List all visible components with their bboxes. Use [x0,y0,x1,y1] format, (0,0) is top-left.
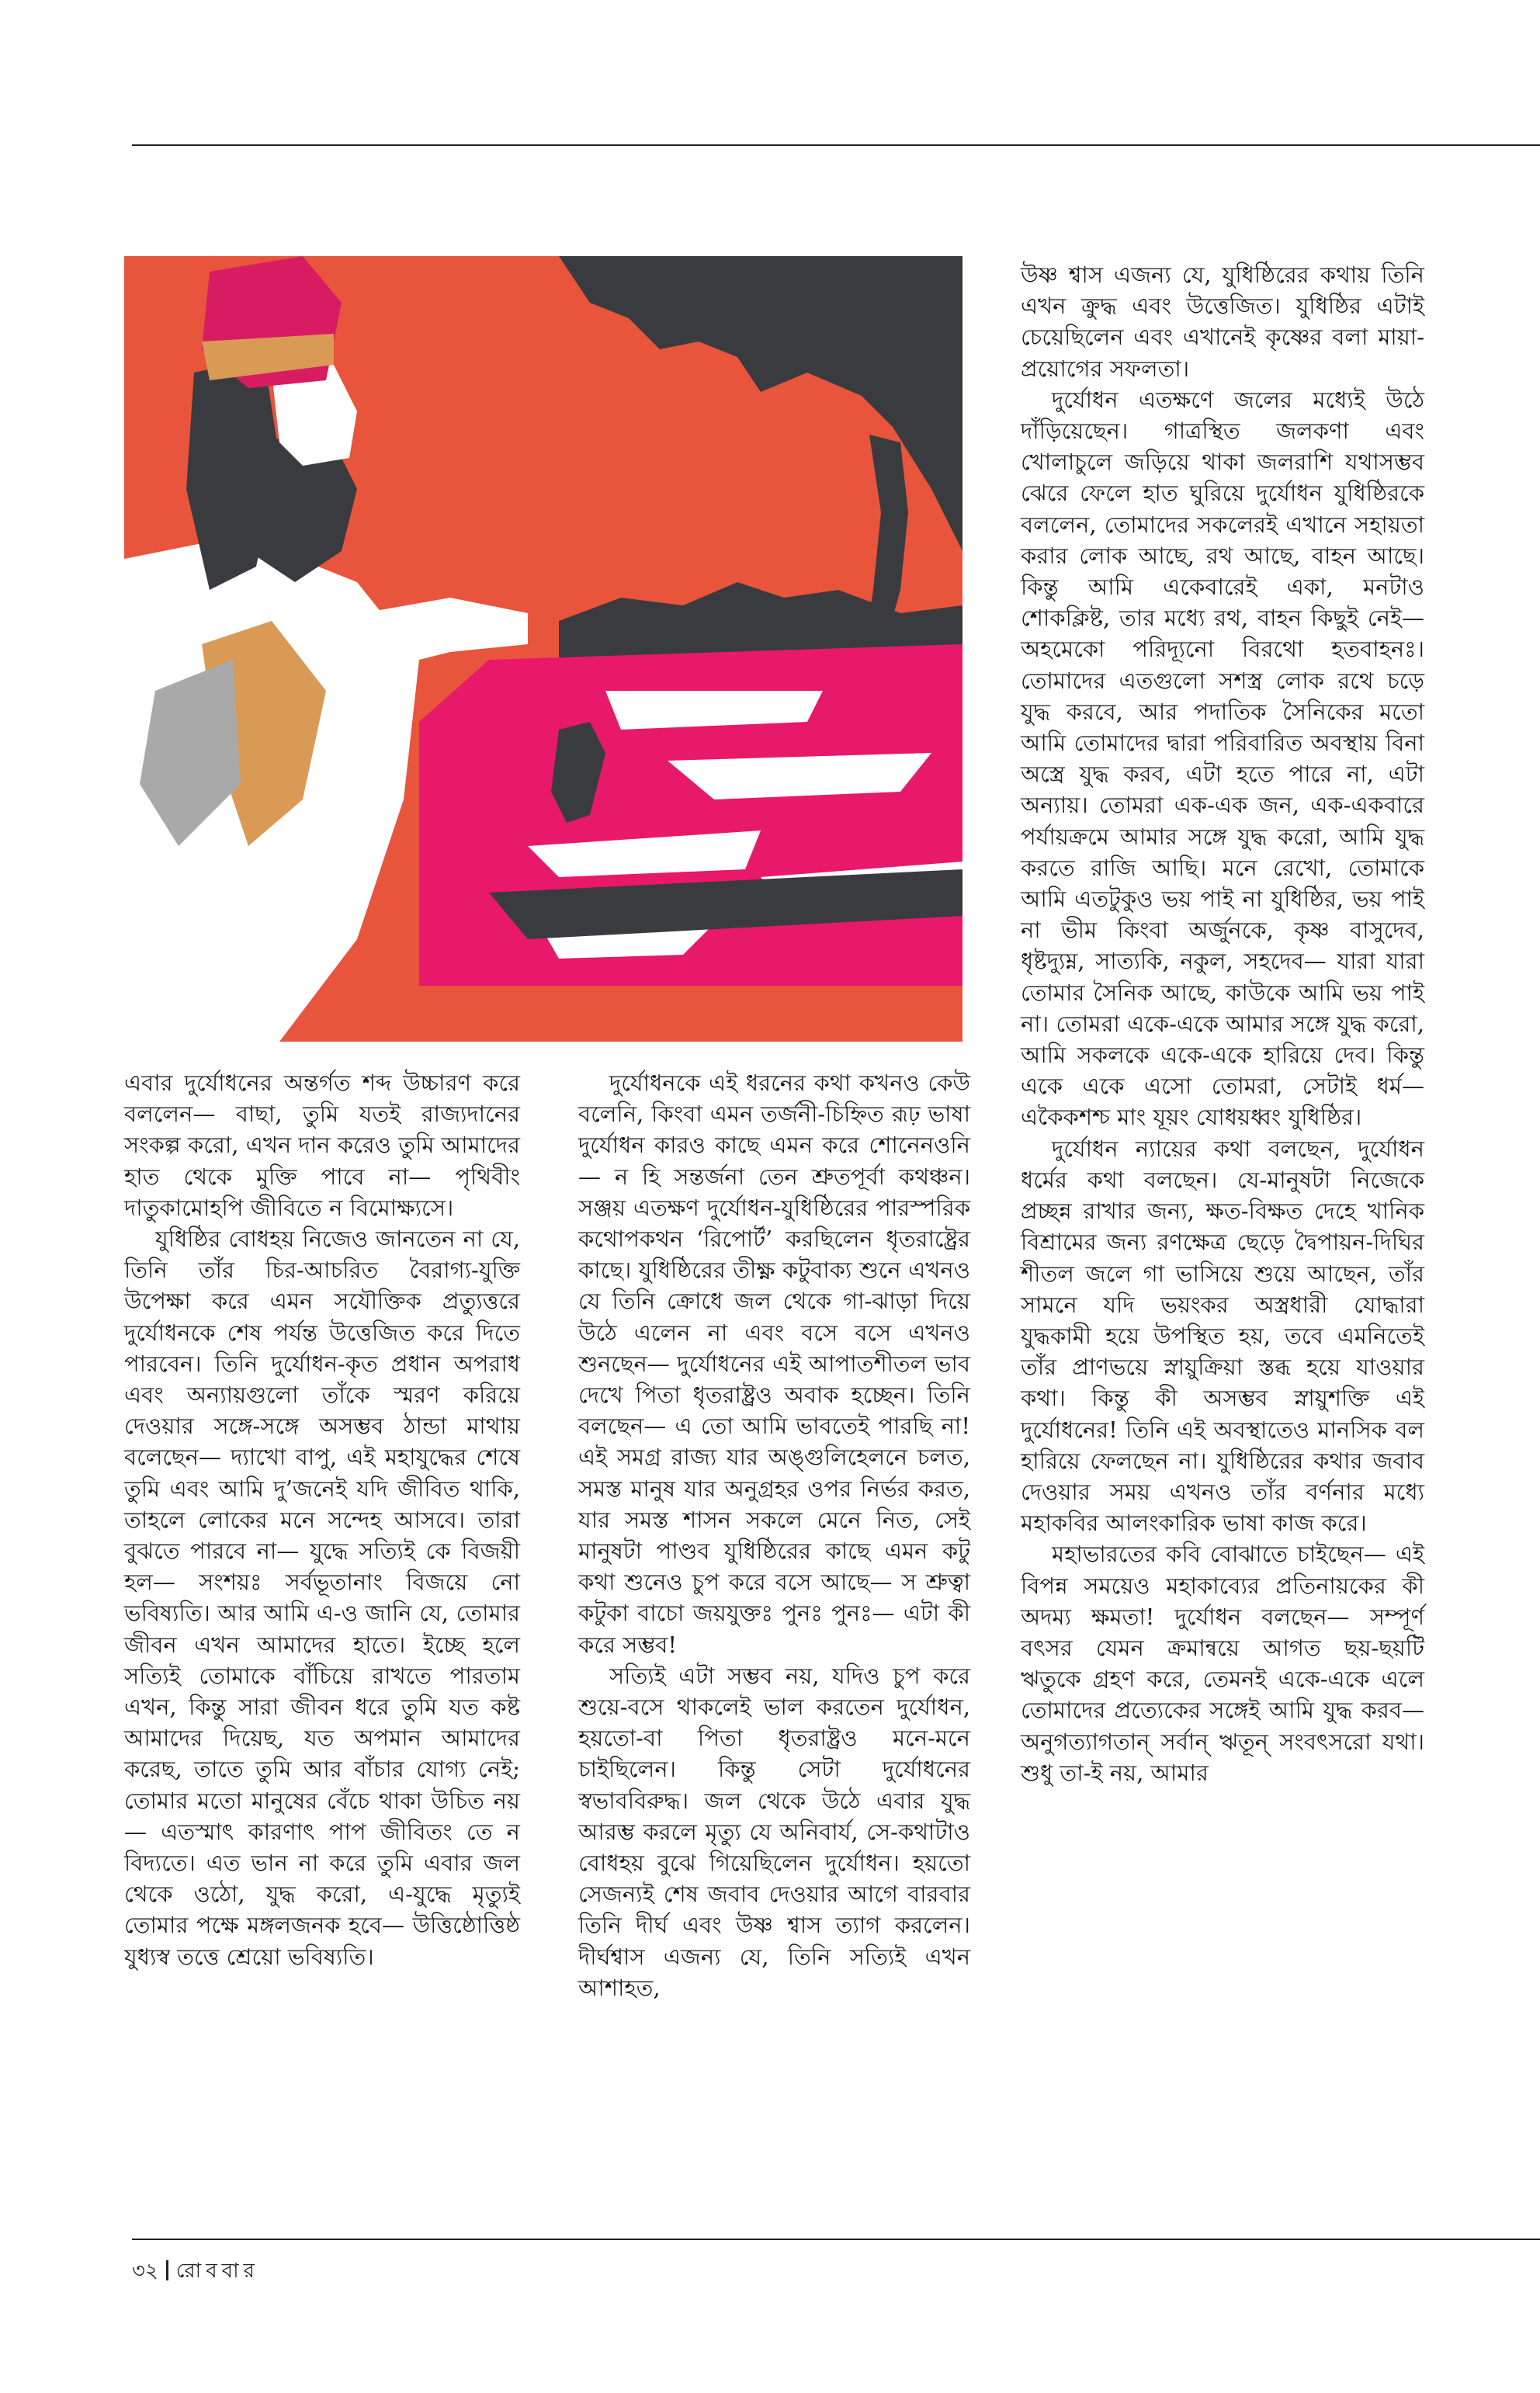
illustration-svg [124,256,962,1042]
page-number: ৩২ [132,2259,158,2283]
paragraph: সত্যিই এটা সম্ভব নয়, যদিও চুপ করে শুয়ে-বসে থাকলেই ভাল করতেন দুর্যোধন, হয়তো-বা পিতা ধৃতরাষ্ট্রও মনে-মনে চাইছিলেন। কিন্তু সেটা দুর্যোধনের স্বভাববিরুদ্ধ। জল থেকে উঠে এবার যুদ্ধ আরম্ভ করলে মৃত্যু যে অনিবার্য, সে-কথাটাও বোধহয় বুঝে গিয়েছিলেন দুর্যোধন। হয়তো সেজন্যই শেষ জবাব দেওয়ার আগে বারবার তিনি দীর্ঘ এবং উষ্ণ শ্বাস ত্যাগ করলেন। দীর্ঘশ্বাস এজন্য যে, তিনি সত্যিই এখন আশাহত, [578,1662,970,2001]
paragraph: দুর্যোধন ন্যায়ের কথা বলছেন, দুর্যোধন ধর্মের কথা বলছেন। যে-মানুষটা নিজেকে প্রচ্ছন্ন রাখার জন্য, ক্ষত-বিক্ষত দেহে খানিক বিশ্রামের জন্য রণক্ষেত্র ছেড়ে দ্বৈপায়ন-দিঘির শীতল জলে গা ভাসিয়ে শুয়ে আছেন, তাঁর সামনে যদি ভয়ংকর অস্ত্রধারী যোদ্ধারা যুদ্ধকামী হয়ে উপস্থিত হয়, তবে এমনিতেই তাঁর প্রাণভয়ে স্নায়ুক্রিয়া স্তব্ধ হয়ে যাওয়ার কথা। কিন্তু কী অসম্ভব স্নায়ুশক্তি এই দুর্যোধনের! তিনি এই অবস্থাতেও মানসিক বল হারিয়ে ফেলছেন না। যুধিষ্ঠিরের কথার জবাব দেওয়ার সময় এখনও তাঁর বর্ণনার মধ্যে মহাকবির আলংকারিক ভাষা কাজ করে। [1021,1135,1424,1537]
paragraph: এবার দুর্যোধনের অন্তর্গত শব্দ উচ্চারণ করে বললেন— বাছা, তুমি যতই রাজ্যদানের সংকল্প করো, এখন দান করেও তুমি আমাদের হাত থেকে মুক্তি পাবে না— পৃথিবীং দাতুকামোহপি জীবিতে ন বিমোক্ষ্যসে। [124,1070,520,1221]
text-column-1 [124,1067,520,1972]
paragraph: দুর্যোধন এতক্ষণে জলের মধ্যেই উঠে দাঁড়িয়েছেন। গাত্রস্থিত জলকণা এবং খোলাচুলে জড়িয়ে থাকা জলরাশি যথাসম্ভব ঝেরে ফেলে হাত ঘুরিয়ে দুর্যোধন যুধিষ্ঠিরকে বললেন, তোমাদের সকলেরই এখানে সহায়তা করার লোক আছে, রথ আছে, বাহন আছে। কিন্তু আমি একেবারেই একা, মনটাও শোকক্লিষ্ট, তার মধ্যে রথ, বাহন কিছুই নেই— অহমেকো পরিদ্যূনো বিরথো হতবাহনঃ। তোমাদের এতগুলো সশস্ত্র লোক রথে চড়ে যুদ্ধ করবে, আর পদাতিক সৈনিকের মতো আমি তোমাদের দ্বারা পরিবারিত অবস্থায় বিনা অস্ত্রে যুদ্ধ করব, এটা হতে পারে না, এটা অন্যায়। তোমরা এক-এক জন, এক-একবারে পর্যায়ক্রমে আমার সঙ্গে যুদ্ধ করো, আমি যুদ্ধ করতে রাজি আছি। মনে রেখো, তোমাকে আমি এতটুকুও ভয় পাই না যুধিষ্ঠির, ভয় পাই না ভীম কিংবা অর্জুনকে, কৃষ্ণ বাসুদেব, ধৃষ্টদ্যুম্ন, সাত্যকি, নকুল, সহদেব— যারা যারা তোমার সৈনিক আছে, কাউকে আমি ভয় পাই না। তোমরা একে-একে আমার সঙ্গে যুদ্ধ করো, আমি সকলকে একে-একে হারিয়ে দেব। কিন্তু একে একে এসো তোমরা, সেটাই ধর্ম— একৈকশশ্চ মাং যূয়ং যোধয়ধ্বং যুধিষ্ঠির। [1021,386,1424,1131]
paragraph: মহাভারতের কবি বোঝাতে চাইছেন— এই বিপন্ন সময়েও মহাকাব্যের প্রতিনায়কের কী অদম্য ক্ষমতা! দুর্যোধন বলছেন— সম্পূর্ণ বৎসর যেমন ক্রমান্বয়ে আগত ছয়-ছয়টি ঋতুকে গ্রহণ করে, তেমনই একে-একে এলে তোমাদের প্রত্যেকের সঙ্গেই আমি যুদ্ধ করব— অনুগত্যাগতান্ সর্বান্ ঋতূন্ সংবৎসরো যথা। শুধু তা-ই নয়, আমার [1021,1541,1424,1786]
illustration [124,256,962,1042]
text-column-3 [1021,259,1424,1788]
paragraph: যুধিষ্ঠির বোধহয় নিজেও জানতেন না যে, তিনি তাঁর চির-আচরিত বৈরাগ্য-যুক্তি উপেক্ষা করে এমন সযৌক্তিক প্রত্যুত্তরে দুর্যোধনকে শেষ পর্যন্ত উত্তেজিত করে দিতে পারবেন। তিনি দুর্যোধন-কৃত প্রধান অপরাধ এবং অন্যায়গুলো তাঁকে স্মরণ করিয়ে দেওয়ার সঙ্গে-সঙ্গে অসম্ভব ঠান্ডা মাথায় বলেছেন— দ্যাখো বাপু, এই মহাযুদ্ধের শেষে তুমি এবং আমি দু’জনেই যদি জীবিত থাকি, তাহলে লোকের মনে সন্দেহ আসবে। তারা বুঝতে পারবে না— যুদ্ধে সত্যিই কে বিজয়ী হল— সংশয়ঃ সর্বভূতানাং বিজয়ে নো ভবিষ্যতি। আর আমি এ-ও জানি যে, তোমার জীবন এখন আমাদের হাতে। ইচ্ছে হলে সত্যিই তোমাকে বাঁচিয়ে রাখতে পারতাম এখন, কিন্তু সারা জীবন ধরে তুমি যত কষ্ট আমাদের দিয়েছ, যত অপমান আমাদের করেছ, তাতে তুমি আর বাঁচার যোগ্য নেই; তোমার মতো মানুষের বেঁচে থাকা উচিত নয়— এতস্মাৎ কারণাৎ পাপ জীবিতং তে ন বিদ্যতে। এত ভান না করে তুমি এবার জল থেকে ওঠো, যুদ্ধ করো, এ-যুদ্ধে মৃত্যুই তোমার পক্ষে মঙ্গলজনক হবে— উত্তিষ্ঠোত্তিষ্ঠ যুধ্যস্ব তত্তে শ্রেয়ো ভবিষ্যতি। [124,1226,520,1970]
bottom-rule [132,2239,1540,2240]
magazine-name: রোববার [175,2259,259,2283]
paragraph: উষ্ণ শ্বাস এজন্য যে, যুধিষ্ঠিরের কথায় তিনি এখন ক্রুদ্ধ এবং উত্তেজিত। যুধিষ্ঠির এটাই চেয়েছিলেন এবং এখানেই কৃষ্ণের বলা মায়া-প্রয়োগের সফলতা। [1021,262,1424,382]
footer-separator [166,2260,168,2280]
paragraph: দুর্যোধনকে এই ধরনের কথা কখনও কেউ বলেনি, কিংবা এমন তর্জনী-চিহ্নিত রূঢ় ভাষা দুর্যোধন কারও কাছে এমন করে শোনেনওনি— ন হি সন্তর্জনা তেন শ্রুতপূর্বা কথঞ্চন। সঞ্জয় এতক্ষণ দুর্যোধন-যুধিষ্ঠিরের পারস্পরিক কথোপকথন ‘রিপোর্ট’ করছিলেন ধৃতরাষ্ট্রের কাছে। যুধিষ্ঠিরের তীক্ষ্ণ কটুবাক্য শুনে এখনও যে তিনি ক্রোধে জল থেকে গা-ঝাড়া দিয়ে উঠে এলেন না এবং বসে বসে এখনও শুনছেন— দুর্যোধনের এই আপাতশীতল ভাব দেখে পিতা ধৃতরাষ্ট্রও অবাক হচ্ছেন। তিনি বলছেন— এ তো আমি ভাবতেই পারছি না! এই সমগ্র রাজ্য যার অঙ্গুলিহেলনে চলত, সমস্ত মানুষ যার অনুগ্রহর ওপর নির্ভর করত, যার সমস্ত শাসন সকলে মেনে নিত, সেই মানুষটা পাণ্ডব যুধিষ্ঠিরের কাছে এমন কটু কথা শুনেও চুপ করে বসে আছে— স শ্রুত্বা কটুকা বাচো জয়যুক্তঃ পুনঃ পুনঃ— এটা কী করে সম্ভব! [578,1070,970,1658]
page-footer [132,2255,259,2289]
top-rule [132,144,1540,146]
text-column-2 [578,1067,970,2003]
